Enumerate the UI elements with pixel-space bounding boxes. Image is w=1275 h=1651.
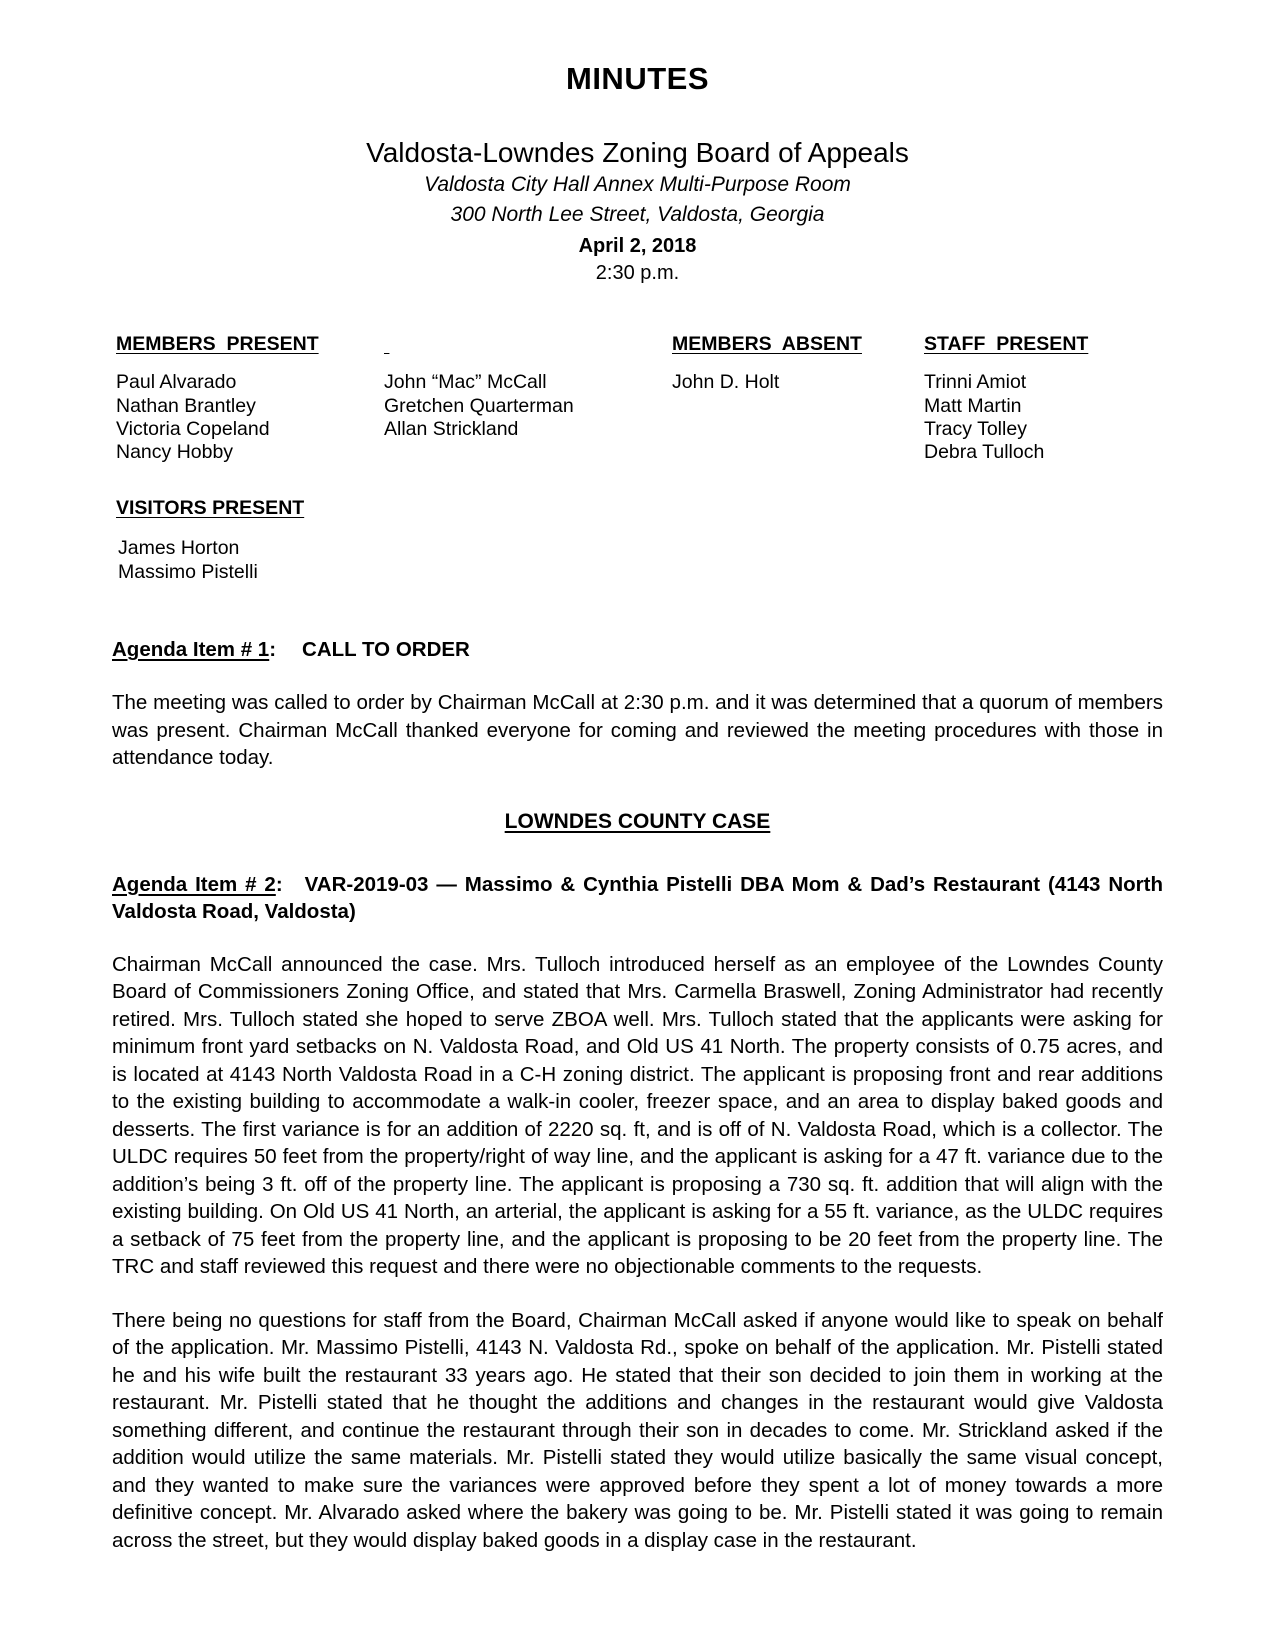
member-present-name: Nathan Brantley <box>116 394 256 417</box>
member-present-name: Allan Strickland <box>384 417 519 440</box>
visitors-present-block <box>112 498 1163 584</box>
agenda-item-2-label: Agenda Item # 2 <box>112 872 276 896</box>
agenda-item-1-colon: : <box>269 637 277 661</box>
agenda-item-2-title: VAR-2019-03 — Massimo & Cynthia Pistelli DBA Mom & Dad’s Restaurant (4143 North Valdosta Road, Valdosta) <box>112 872 1163 923</box>
members-absent-heading: MEMBERS ABSENT <box>672 332 862 355</box>
visitor-name: James Horton <box>118 537 240 560</box>
member-present-name: Victoria Copeland <box>116 417 270 440</box>
member-present-name: Nancy Hobby <box>116 441 234 464</box>
member-absent-name: John D. Holt <box>672 371 780 394</box>
members-present-column-2 <box>384 334 664 442</box>
agenda-item-1-label: Agenda Item # 1 <box>112 637 270 661</box>
meeting-date: April 2, 2018 <box>578 234 697 257</box>
venue-line-2: 300 North Lee Street, Valdosta, Georgia <box>450 203 825 226</box>
visitor-name: Massimo Pistelli <box>118 560 258 583</box>
staff-present-heading: STAFF PRESENT <box>924 332 1089 355</box>
members-present-heading-spacer <box>384 334 664 355</box>
agenda-item-2-paragraph-1: Chairman McCall announced the case. Mrs. Tulloch introduced herself as an employee of the Lowndes County Board of Commissioners Zoning Office, and stated that Mrs. Carmella Braswell, Zoning Administrator had recently retired. Mrs. Tulloch stated she hoped to serve ZBOA well. Mrs. Tulloch stated that the applicants were asking for minimum front yard setbacks on N. Valdosta Road, and Old US 41 North. The property consists of 0.75 acres, and is located at 4143 North Valdosta Road in a C-H zoning district. The applicant is proposing front and rear additions to the existing building to accommodate a walk-in cooler, freezer space, and an area to display baked goods and desserts. The first variance is for an addition of 2220 sq. ft, and is off of N. Valdosta Road, which is a collector. The ULDC requires 50 feet from the property/right of way line, and the applicant is asking for a 47 ft. variance due to the addition’s being 3 ft. off of the property line. The applicant is proposing a 730 sq. ft. addition that will align with the existing building. On Old US 41 North, an arterial, the applicant is asking for a 55 ft. variance, as the ULDC requires a setback of 75 feet from the property line, and the applicant is proposing to be 20 feet from the property line. The TRC and staff reviewed this request and there were no objectionable comments to the requests. <box>112 952 1163 1279</box>
staff-present-name: Matt Martin <box>924 394 1022 417</box>
members-present-column-1 <box>116 334 376 465</box>
member-present-name: John “Mac” McCall <box>384 371 547 394</box>
members-absent-column <box>672 334 912 395</box>
agenda-item-2-colon: : <box>275 872 283 896</box>
county-case-section-title: LOWNDES COUNTY CASE <box>504 809 771 833</box>
staff-present-name: Debra Tulloch <box>924 441 1045 464</box>
agenda-item-2-heading <box>112 871 1163 925</box>
staff-present-column <box>924 334 1184 465</box>
agenda-item-1-paragraph: The meeting was called to order by Chairman McCall at 2:30 p.m. and it was determined that a quorum of members was present. Chairman McCall thanked everyone for coming and reviewed the meeting procedures with those in attendance today. <box>112 691 1163 770</box>
agenda-item-2-paragraph-2: There being no questions for staff from the Board, Chairman McCall asked if anyone would like to speak on behalf of the application. Mr. Massimo Pistelli, 4143 N. Valdosta Rd., spoke on behalf of the application. Mr. Pistelli stated he and his wife built the restaurant 33 years ago. He stated that their son decided to join them in working at the restaurant. Mr. Pistelli stated that he thought the additions and changes in the restaurant would give Valdosta something different, and continue the restaurant through their son in decades to come. Mr. Strickland asked if the addition would utilize the same materials. Mr. Pistelli stated they would utilize basically the same visual concept, and they wanted to make sure the variances were approved before they spent a lot of money towards a more definitive concept. Mr. Alvarado asked where the bakery was going to be. Mr. Pistelli stated it was going to remain across the street, but they would display baked goods in a display case in the restaurant. <box>112 1308 1163 1552</box>
meeting-time: 2:30 p.m. <box>595 261 680 284</box>
board-name: Valdosta-Lowndes Zoning Board of Appeals <box>366 137 909 169</box>
staff-present-name: Tracy Tolley <box>924 417 1027 440</box>
member-present-name: Gretchen Quarterman <box>384 394 574 417</box>
staff-present-name: Trinni Amiot <box>924 371 1027 394</box>
venue-line-1: Valdosta City Hall Annex Multi-Purpose Room <box>424 173 851 197</box>
members-present-heading: MEMBERS PRESENT <box>116 332 319 355</box>
document-title: MINUTES <box>566 61 709 96</box>
agenda-item-1-heading <box>112 636 1163 663</box>
member-present-name: Paul Alvarado <box>116 371 237 394</box>
visitors-present-heading: VISITORS PRESENT <box>116 496 305 519</box>
attendance-block <box>112 334 1163 474</box>
agenda-item-1-title: CALL TO ORDER <box>302 637 470 661</box>
